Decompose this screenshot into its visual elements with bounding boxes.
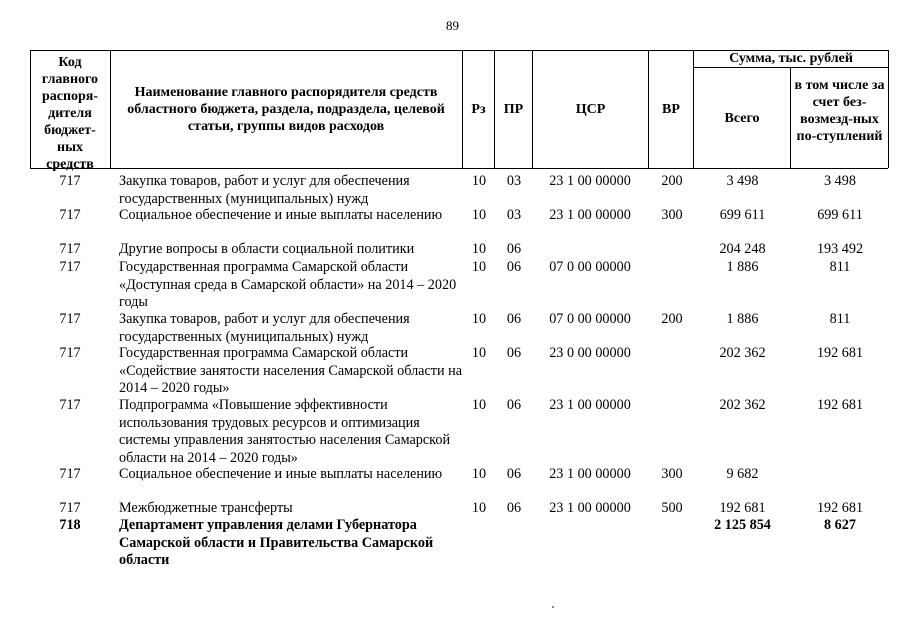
cell-incl: 193 492: [816, 241, 864, 257]
cell-code: 717: [59, 311, 81, 327]
header-bottom-rule: [30, 168, 888, 169]
header-total: Всего: [724, 110, 760, 126]
cell-total: 192 681: [719, 500, 766, 516]
cell-pr: 06: [506, 345, 522, 361]
cell-name: Закупка товаров, работ и услуг для обеспечения государственных (муниципальных) нужд: [119, 311, 410, 345]
cell-vr: 200: [661, 173, 683, 189]
cell-csr: 23 1 00 00000: [549, 500, 631, 516]
cell-pr: 06: [506, 311, 522, 327]
header-name: Наименование главного распорядителя средств областного бюджета, раздела, подраздела, целевой статьи, группы видов расходов: [127, 84, 445, 134]
cell-incl: 192 681: [816, 345, 864, 361]
cell-rz: 10: [471, 345, 487, 361]
header-rz: Рз: [471, 101, 486, 117]
cell-name: Государственная программа Самарской области «Доступная среда в Самарской области» на 2014 – 2020 годы: [119, 259, 457, 310]
cell-total: 3 498: [726, 173, 759, 189]
cell-total: 202 362: [719, 397, 766, 413]
cell-csr: 23 1 00 00000: [549, 397, 631, 413]
page-number: 89: [446, 18, 459, 33]
cell-incl: 8 627: [824, 517, 856, 533]
scan-speck: [552, 606, 554, 608]
cell-code: 717: [59, 259, 81, 275]
header-code: Код главного распоря-дителя бюджет-ных средств: [41, 55, 99, 172]
cell-csr: 23 1 00 00000: [549, 173, 631, 189]
header-divider: [110, 50, 111, 168]
header-divider: [30, 50, 31, 168]
cell-vr: 500: [661, 500, 683, 516]
cell-name: Межбюджетные трансферты: [119, 500, 293, 516]
cell-code: 717: [59, 397, 81, 413]
cell-incl: 699 611: [817, 207, 863, 223]
cell-total: 202 362: [719, 345, 766, 361]
cell-pr: 03: [506, 173, 522, 189]
cell-total: 1 886: [726, 259, 759, 275]
header-pr: ПР: [503, 101, 524, 117]
header-csr: ЦСР: [575, 101, 606, 117]
cell-name: Подпрограмма «Повышение эффективности использования трудовых ресурсов и оптимизация системы управления занятостью населения Самарской области на 2014 – 2020 годы»: [119, 397, 451, 466]
cell-code: 718: [59, 517, 81, 533]
header-sum: Сумма, тыс. рублей: [729, 51, 853, 66]
cell-code: 717: [59, 173, 81, 189]
header-vr: ВР: [662, 101, 680, 117]
cell-name: Социальное обеспечение и иные выплаты населению: [119, 466, 443, 482]
cell-vr: 200: [661, 311, 683, 327]
cell-rz: 10: [471, 207, 487, 223]
cell-rz: 10: [471, 241, 487, 257]
cell-total: 2 125 854: [714, 517, 771, 533]
cell-csr: 07 0 00 00000: [549, 311, 631, 327]
cell-code: 717: [59, 345, 81, 361]
cell-pr: 06: [506, 466, 522, 482]
cell-name: Государственная программа Самарской области «Содействие занятости населения Самарской области на 2014 – 2020 годы»: [119, 345, 462, 396]
cell-total: 204 248: [719, 241, 766, 257]
cell-csr: 23 0 00 00000: [549, 345, 631, 361]
cell-pr: 06: [506, 259, 522, 275]
cell-incl: 811: [829, 311, 851, 327]
cell-name: Департамент управления делами Губернатора Самарской области и Правительства Самарской области: [119, 517, 434, 568]
cell-code: 717: [59, 466, 81, 482]
cell-name: Закупка товаров, работ и услуг для обеспечения государственных (муниципальных) нужд: [119, 173, 410, 207]
cell-incl: 192 681: [816, 500, 864, 516]
cell-csr: 23 1 00 00000: [549, 466, 631, 482]
cell-rz: 10: [471, 311, 487, 327]
cell-csr: 23 1 00 00000: [549, 207, 631, 223]
cell-code: 717: [59, 207, 81, 223]
cell-code: 717: [59, 500, 81, 516]
cell-total: 699 611: [719, 207, 766, 223]
header-incl: в том числе за счет без-возмезд-ных по-ступлений: [794, 78, 885, 144]
cell-code: 717: [59, 241, 81, 257]
cell-vr: 300: [661, 466, 683, 482]
cell-pr: 06: [506, 397, 522, 413]
cell-rz: 10: [471, 466, 487, 482]
cell-rz: 10: [471, 259, 487, 275]
cell-pr: 03: [506, 207, 522, 223]
cell-name: Социальное обеспечение и иные выплаты населению: [119, 207, 443, 223]
header-divider: [790, 67, 791, 168]
cell-total: 9 682: [726, 466, 759, 482]
cell-pr: 06: [506, 500, 522, 516]
cell-rz: 10: [471, 500, 487, 516]
cell-total: 1 886: [726, 311, 759, 327]
header-divider: [888, 50, 889, 168]
cell-incl: 3 498: [824, 173, 856, 189]
cell-rz: 10: [471, 397, 487, 413]
cell-rz: 10: [471, 173, 487, 189]
cell-csr: 07 0 00 00000: [549, 259, 631, 275]
cell-vr: 300: [661, 207, 683, 223]
cell-incl: 192 681: [816, 397, 864, 413]
cell-pr: 06: [506, 241, 522, 257]
cell-name: Другие вопросы в области социальной политики: [119, 241, 415, 257]
cell-incl: 811: [829, 259, 851, 275]
